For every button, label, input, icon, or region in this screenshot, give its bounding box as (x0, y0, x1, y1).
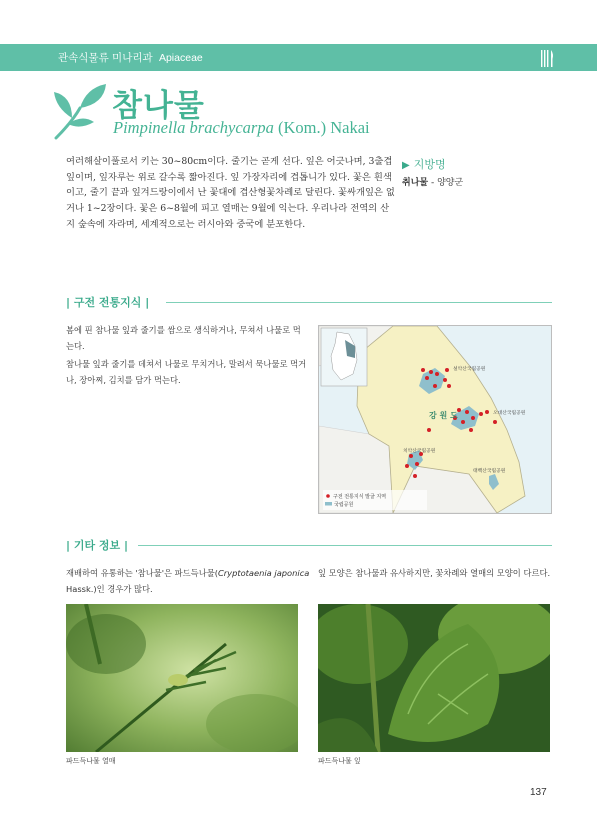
park-label-taebaek: 태백산국립공원 (473, 469, 506, 474)
utensil-icon (538, 48, 554, 68)
section-tradition-label: | 구전 전통지식 | (66, 296, 150, 309)
category-en: Apiaceae (158, 52, 203, 64)
park-label-odae: 오대산국립공원 (493, 411, 526, 416)
gangwon-map (318, 325, 552, 514)
photo-leaf (318, 604, 550, 752)
etc-sci-name: Cryptotaenia japonica (217, 568, 310, 578)
local-name-heading-text: 지방명 (413, 158, 446, 171)
tradition-paragraph-1: 봄에 핀 참나물 잎과 줄기를 쌈으로 생식하거나, 무쳐서 나물로 먹는다. (66, 325, 301, 351)
province-label: 강 원 도 (429, 411, 458, 420)
scientific-name (113, 118, 370, 138)
legend-parks: 국립공원 (334, 502, 354, 508)
local-name-value (402, 175, 463, 188)
etc-paragraph-right: 잎 모양은 참나물과 유사하지만, 꽃차례와 열매의 모양이 다르다. (318, 568, 551, 578)
category-banner (0, 44, 597, 71)
triangle-icon: ▶ (402, 160, 410, 171)
section-etc-header (66, 537, 552, 557)
park-label-seorak: 설악산국립공원 (453, 367, 486, 372)
etc-paragraph-left (66, 565, 312, 597)
category-label (58, 50, 203, 65)
map-graphic (319, 326, 551, 513)
photo-fruit (66, 604, 298, 752)
species-description: 여러해살이풀로서 키는 30~80cm이다. 줄기는 곧게 선다. 잎은 어긋나며, 3출겹잎이며, 잎자루는 위로 갈수록 짧아진다. 잎 가장자리에 겹톱니가 있다. 꽃은 흰색이고, 줄기 끝과 잎겨드랑이에서 난 꽃대에 겹산형꽃차례로 달린다. 꽃싸개잎은 없거나 1~2장이다. 꽃은 6~8월에 피고 열매는 9월에 익는다. 우리나라 전역의 산지 숲속에 자라며, 세계적으로는 러시아와 중국에 분포한다. (66, 156, 395, 230)
local-name: 취나물 (402, 178, 429, 188)
sci-binomial: Pimpinella brachycarpa (113, 118, 274, 137)
section-etc-label: | 기타 정보 | (66, 539, 129, 552)
sci-authority: (Kom.) Nakai (277, 118, 370, 137)
park-label-chiak: 치악산국립공원 (403, 449, 436, 454)
photo-leaf-caption: 파드득나물 잎 (318, 757, 361, 765)
section-divider (138, 545, 552, 546)
legend-points: 구전 전통지식 발굴 지역 (333, 494, 387, 500)
local-name-heading (402, 156, 446, 172)
local-region: - 양양군 (430, 178, 464, 188)
page-number: 137 (530, 787, 547, 798)
tradition-paragraph-2: 참나물 잎과 줄기를 데쳐서 나물로 무치거나, 말려서 묵나물로 먹거나, 장아찌, 김치를 담가 먹는다. (66, 359, 307, 385)
leaf-icon (50, 82, 110, 142)
species-title: 참나물 (112, 88, 205, 124)
etc-text-2: Hassk.)인 경우가 많다. (66, 584, 153, 594)
section-divider (166, 302, 552, 303)
etc-text-1: 재배하여 유통하는 '참나물'은 파드득나물( (66, 568, 218, 578)
category-ko: 관속식물류 미나리과 (58, 52, 153, 64)
photo-fruit-caption: 파드득나물 열매 (66, 757, 116, 765)
section-tradition-header (66, 294, 552, 314)
